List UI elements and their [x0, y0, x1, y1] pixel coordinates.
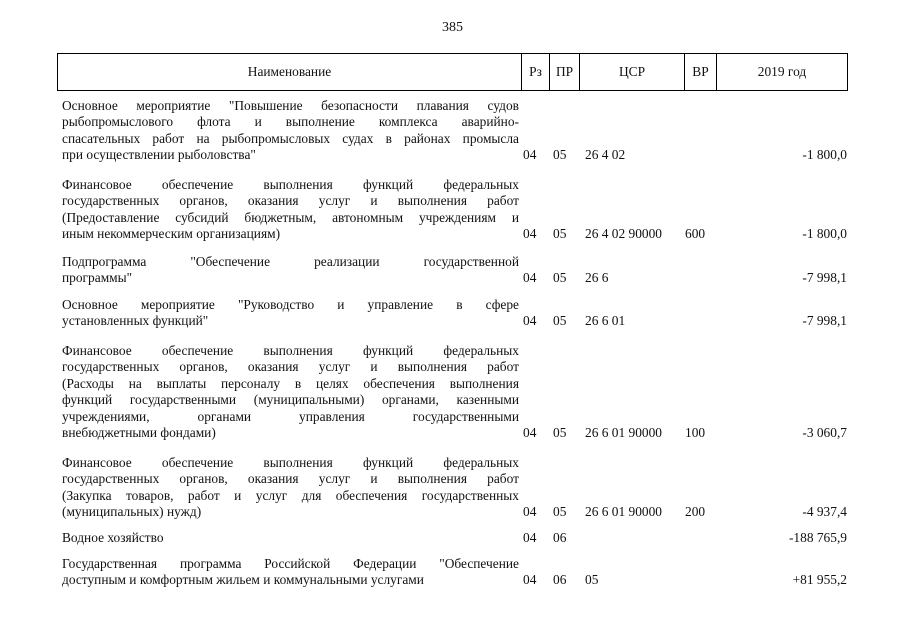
- row-amount: -188 765,9: [788, 530, 847, 545]
- column-header-name: Наименование: [247, 64, 332, 79]
- row-name-line: спасательных работ на рыбопромысловых судах в районах промысла: [62, 130, 519, 146]
- row-name-line: государственных органов, оказания услуг и выполнения работ: [62, 359, 519, 375]
- row-name-line: программы": [62, 270, 133, 286]
- row-name: [62, 343, 519, 441]
- row-name: [62, 98, 519, 164]
- row-name-line: функций государственными (муниципальными) органами, казенными: [62, 392, 519, 408]
- row-name-line: Финансовое обеспечение выполнения функций федеральных: [62, 177, 519, 192]
- row-vr: 600: [685, 226, 706, 242]
- row-name-line: учреждениями, органами управления государственными: [62, 408, 519, 424]
- row-name-line: Водное хозяйство: [62, 530, 164, 545]
- row-name-line: рыбопромыслового флота и выполнение комплекса аварийно-: [62, 114, 519, 130]
- row-csr: 26 6 01 90000: [585, 425, 662, 440]
- row-pr: 06: [553, 530, 567, 545]
- row-csr: 05: [585, 572, 599, 588]
- row-rz: 04: [523, 147, 537, 163]
- row-pr: 05: [553, 313, 567, 329]
- row-rz: 04: [523, 270, 537, 286]
- row-amount: +81 955,2: [792, 572, 847, 588]
- row-amount: -3 060,7: [802, 425, 847, 440]
- row-name: [62, 455, 519, 521]
- row-csr: 26 6 01: [585, 313, 626, 329]
- row-name-line: при осуществлении рыболовства": [62, 147, 256, 163]
- row-rz: 04: [523, 226, 537, 242]
- page-number: 385: [442, 20, 463, 35]
- table-header: [57, 53, 848, 91]
- row-name-line: Государственная программа Российской Федерации "Обеспечение: [62, 556, 519, 571]
- row-name: [62, 254, 519, 287]
- row-csr: 26 4 02: [585, 147, 626, 163]
- row-name-line: (Закупка товаров, работ и услуг для обеспечения государственных: [62, 487, 519, 503]
- column-header-csr: ЦСР: [579, 54, 684, 90]
- row-name-line: Финансовое обеспечение выполнения функций федеральных: [62, 343, 519, 358]
- row-rz: 04: [523, 572, 537, 588]
- row-amount: -1 800,0: [802, 147, 847, 163]
- row-amount: -1 800,0: [802, 226, 847, 242]
- column-header-rz: Рз: [521, 54, 549, 90]
- row-rz: 04: [523, 425, 537, 440]
- row-rz: 04: [523, 504, 537, 520]
- row-name-line: внебюджетными фондами): [62, 425, 216, 441]
- row-name: [62, 556, 519, 589]
- row-pr: 06: [553, 572, 567, 588]
- row-name-line: Основное мероприятие "Повышение безопасности плавания судов: [62, 98, 519, 113]
- row-name: [62, 530, 519, 546]
- row-name-line: (Предоставление субсидий бюджетным, автономным учреждениям и: [62, 209, 519, 225]
- row-amount: -7 998,1: [802, 270, 847, 286]
- row-csr: 26 4 02 90000: [585, 226, 662, 242]
- row-name: [62, 297, 519, 330]
- row-name: [62, 177, 519, 243]
- row-csr: 26 6: [585, 270, 609, 286]
- column-header-year: 2019 год: [716, 54, 847, 90]
- row-vr: 200: [685, 504, 706, 520]
- row-csr: 26 6 01 90000: [585, 504, 662, 520]
- row-name-line: установленных функций": [62, 313, 209, 329]
- row-rz: 04: [523, 313, 537, 329]
- row-name-line: (муниципальных) нужд): [62, 504, 202, 520]
- row-name-line: Основное мероприятие "Руководство и управление в сфере: [62, 297, 519, 312]
- row-pr: 05: [553, 226, 567, 242]
- row-rz: 04: [523, 530, 537, 545]
- row-amount: -4 937,4: [802, 504, 847, 520]
- row-name-line: Подпрограмма "Обеспечение реализации государственной: [62, 254, 519, 269]
- column-header-vr: ВР: [684, 54, 716, 90]
- row-name-line: Финансовое обеспечение выполнения функций федеральных: [62, 455, 519, 470]
- row-name-line: (Расходы на выплаты персоналу в целях обеспечения выполнения: [62, 375, 519, 391]
- row-pr: 05: [553, 425, 567, 440]
- row-name-line: доступным и комфортным жильем и коммунальными услугами: [62, 572, 424, 588]
- row-pr: 05: [553, 504, 567, 520]
- row-name-line: государственных органов, оказания услуг и выполнения работ: [62, 193, 519, 209]
- row-pr: 05: [553, 270, 567, 286]
- row-pr: 05: [553, 147, 567, 163]
- row-vr: 100: [685, 425, 706, 440]
- row-amount: -7 998,1: [802, 313, 847, 329]
- row-name-line: государственных органов, оказания услуг и выполнения работ: [62, 471, 519, 487]
- row-name-line: иным некоммерческим организациям): [62, 226, 281, 242]
- column-header-pr: ПР: [549, 54, 579, 90]
